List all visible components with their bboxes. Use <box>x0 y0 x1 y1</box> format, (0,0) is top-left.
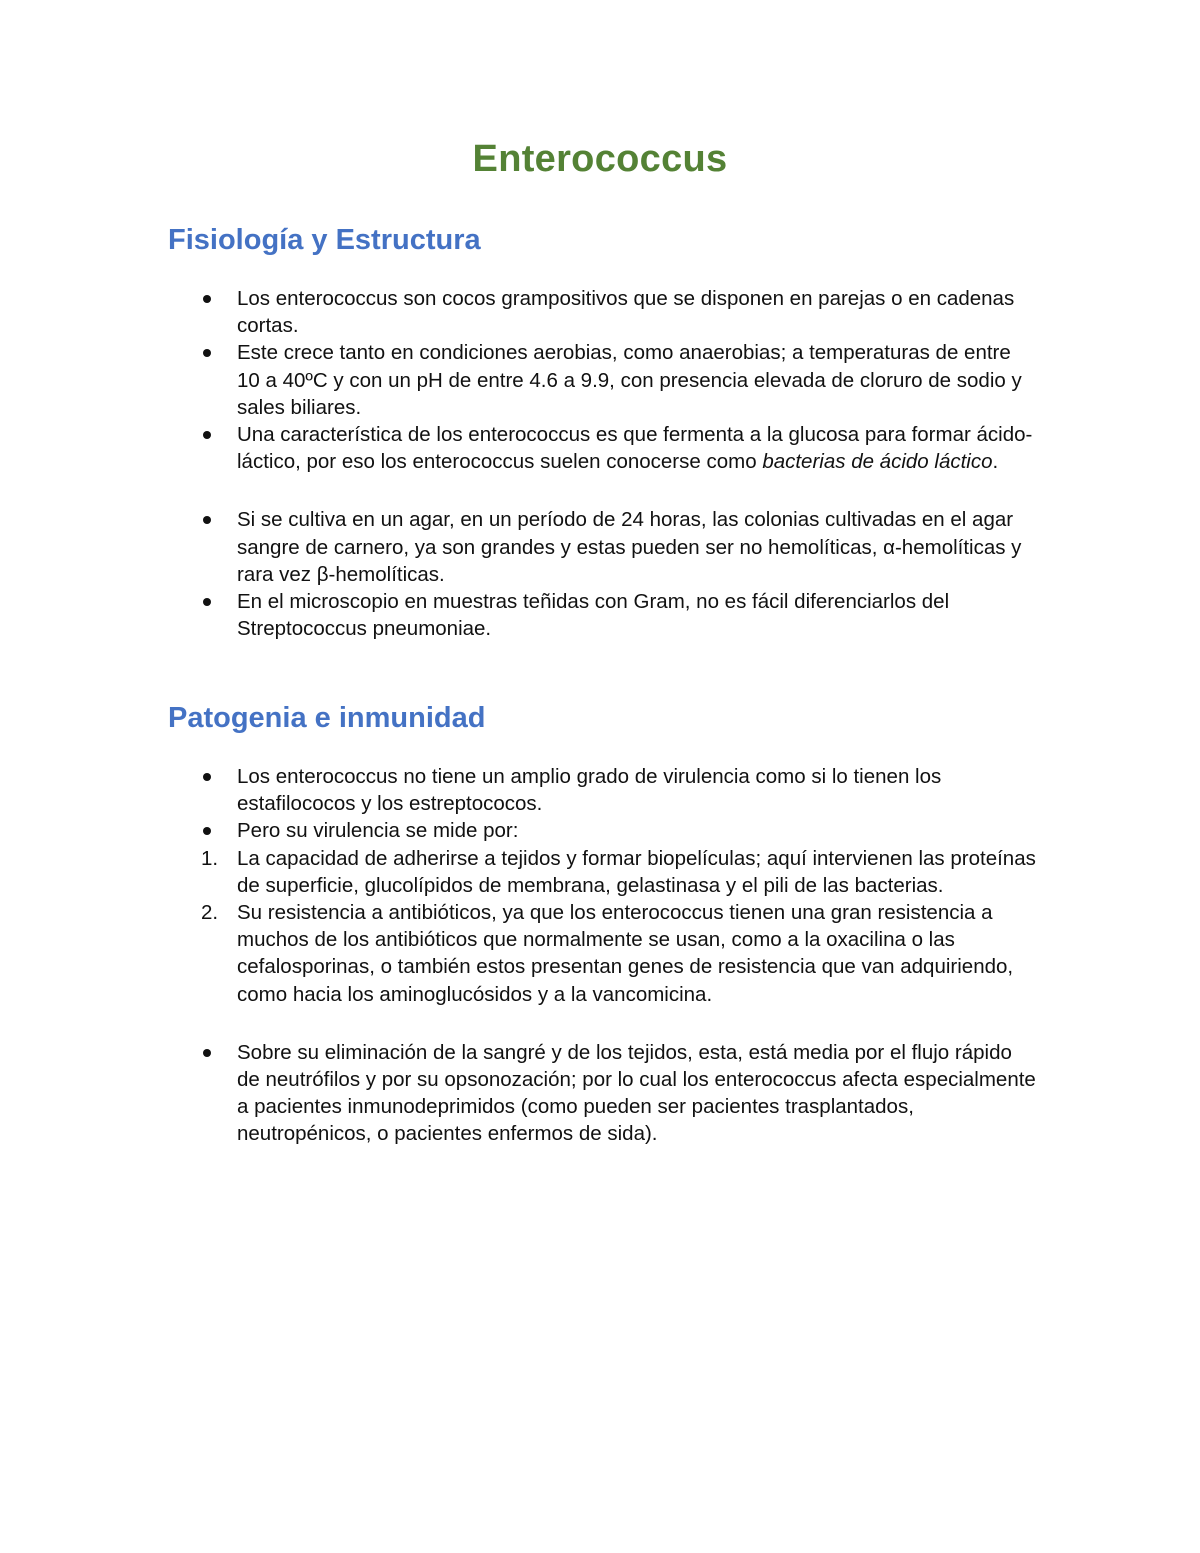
list-item <box>0 285 1037 339</box>
list-item-text: Una característica de los enterococcus es que fermenta a la glucosa para formar ácido-láctico, por eso los enterococcus suelen conocerse como <box>237 423 1033 474</box>
list-item-text: Sobre su eliminación de la sangré y de los tejidos, esta, está media por el flujo rápido de neutrófilos y por su opsonozación; por lo cual los enterococcus afecta especialmente a pacientes inmunodeprimidos (como pueden ser pacientes trasplantados, neutropénicos, o pacientes enfermos de sida). <box>237 1040 1036 1146</box>
list-item <box>0 339 1037 421</box>
bullet-list-patogenia <box>0 763 1200 1148</box>
list-item <box>0 588 1037 642</box>
list-item <box>0 1039 1037 1148</box>
bullet-icon <box>203 827 211 835</box>
list-item-text: Si se cultiva en un agar, en un período de 24 horas, las colonias cultivadas en el agar sangre de carnero, ya son grandes y estas pueden ser no hemolíticas, α-hemolíticas y rara vez β-hemolíticas. <box>237 508 1022 586</box>
list-item-text: Pero su virulencia se mide por: <box>237 819 519 843</box>
numbered-item-marker: 2. <box>201 901 219 925</box>
bullet-icon <box>203 295 211 303</box>
list-item <box>0 506 1037 588</box>
list-item-emphasis: bacterias de ácido láctico <box>762 450 993 474</box>
bullet-icon <box>203 773 211 781</box>
list-item-text: Los enterococcus no tiene un amplio grado de virulencia como si lo tienen los estafilococos y los estreptococos. <box>237 765 942 816</box>
bullet-list-fisiologia <box>0 285 1200 642</box>
numbered-item-text: La capacidad de adherirse a tejidos y formar biopelículas; aquí intervienen las proteínas de superficie, glucolípidos de membrana, gelastinasa y el pili de las bacterias. <box>237 846 1036 897</box>
bullet-icon <box>203 516 211 524</box>
section-heading-patogenia: Patogenia e inmunidad <box>168 702 486 734</box>
numbered-item <box>166 845 1037 899</box>
list-item-text: Los enterococcus son cocos grampositivos que se disponen en parejas o en cadenas cortas. <box>237 287 1015 338</box>
list-item-text: En el microscopio en muestras teñidas con Gram, no es fácil diferenciarlos del Streptococcus pneumoniae. <box>237 590 950 641</box>
numbered-item-text: Su resistencia a antibióticos, ya que los enterococcus tienen una gran resistencia a muchos de los antibióticos que normalmente se usan, como a la oxacilina o las cefalosporinas, o también estos presentan genes de resistencia que van adquiriendo, como hacia los aminoglucósidos y a la vancomicina. <box>237 901 1014 1006</box>
numbered-item-marker: 1. <box>201 846 219 870</box>
numbered-item <box>166 899 1037 1008</box>
numbered-list <box>201 845 1037 1008</box>
list-item <box>0 817 1037 1007</box>
bullet-icon <box>203 1049 211 1057</box>
list-item <box>0 763 1037 817</box>
section-heading-fisiologia: Fisiología y Estructura <box>168 224 481 256</box>
bullet-icon <box>203 598 211 606</box>
bullet-icon <box>203 431 211 439</box>
list-item-text: Este crece tanto en condiciones aerobias, como anaerobias; a temperaturas de entre 10 a 40ºC y con un pH de entre 4.6 a 9.9, con presencia elevada de cloruro de sodio y sales biliares. <box>237 341 1022 419</box>
document-title: Enterococcus <box>472 138 728 180</box>
bullet-icon <box>203 349 211 357</box>
list-item-text-end: . <box>992 450 999 474</box>
list-item <box>0 421 1037 475</box>
